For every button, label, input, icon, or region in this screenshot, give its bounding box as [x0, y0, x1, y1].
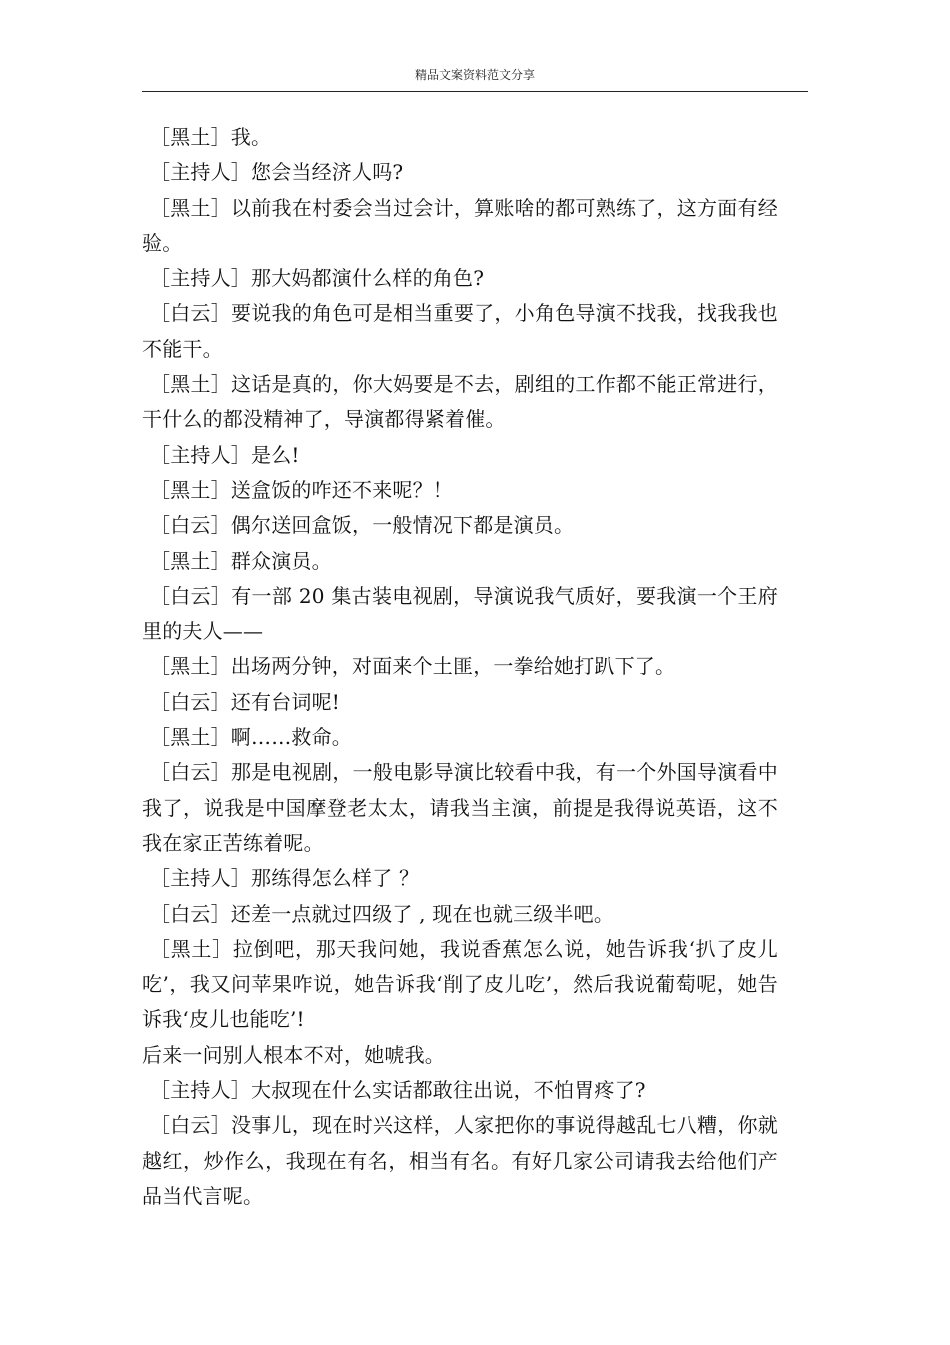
dialogue-line: ［黑土］我。	[150, 125, 272, 149]
dialogue-line: ［黑土］这话是真的，你大妈要是不去，剧组的工作都不能正常进行，干什么的都没精神了，导演都得紧着催。	[142, 372, 778, 432]
dialogue-line: ［白云］有一部 20 集古装电视剧，导演说我气质好，要我演一个王府里的夫人——	[142, 583, 778, 644]
dialogue-line: ［黑土］拉倒吧，那天我问她，我说香蕉怎么说，她告诉我‘扒了皮儿吃’，我又问苹果咋说，她告诉我‘削了皮儿吃’，然后我说葡萄呢，她告诉我‘皮儿也能吃’!	[142, 936, 778, 1032]
dialogue-line: ［黑土］啊……救命。	[150, 725, 352, 750]
dialogue-line: ［主持人］那大妈都演什么样的角色?	[150, 266, 485, 291]
document-body	[142, 120, 778, 1214]
dialogue-line: ［主持人］大叔现在什么实话都敢往出说，不怕胃疼了?	[150, 1078, 646, 1103]
dialogue-line: ［黑土］群众演员。	[150, 548, 332, 573]
dialogue-line: ［主持人］那练得怎么样了 ？	[150, 866, 420, 891]
page-header-title: 精品文案资料范文分享	[414, 68, 535, 82]
dialogue-line: ［黑土］以前我在村委会当过会计，算账啥的都可熟练了，这方面有经验。	[142, 195, 778, 255]
dialogue-line: ［白云］还差一点就过四级了 , 现在也就三级半吧。	[150, 901, 615, 926]
dialogue-line: ［白云］偶尔送回盒饭，一般情况下都是演员。	[150, 513, 575, 538]
dialogue-line: ［黑土］出场两分钟，对面来个土匪，一拳给她打趴下了。	[150, 654, 676, 679]
dialogue-line: ［白云］没事儿，现在时兴这样，人家把你的事说得越乱七八糟，你就越红，炒作么，我现在有名，相当有名。有好几家公司请我去给他们产品当代言呢。	[142, 1113, 778, 1208]
narration-line: 后来一问别人根本不对，她唬我。	[142, 1042, 445, 1067]
dialogue-line: ［白云］那是电视剧，一般电影导演比较看中我，有一个外国导演看中我了，说我是中国摩登老太太，请我当主演，前提是我得说英语，这不我在家正苦练着呢。	[142, 760, 778, 855]
dialogue-line: ［黑土］送盒饭的咋还不来呢？！	[150, 477, 453, 502]
dialogue-line: ［主持人］是么!	[150, 442, 300, 467]
page-header	[142, 66, 808, 92]
dialogue-line: ［白云］还有台词呢!	[150, 689, 341, 714]
dialogue-line: ［主持人］您会当经济人吗?	[150, 160, 404, 185]
dialogue-line: ［白云］要说我的角色可是相当重要了，小角色导演不找我，找我我也不能干。	[142, 301, 778, 361]
